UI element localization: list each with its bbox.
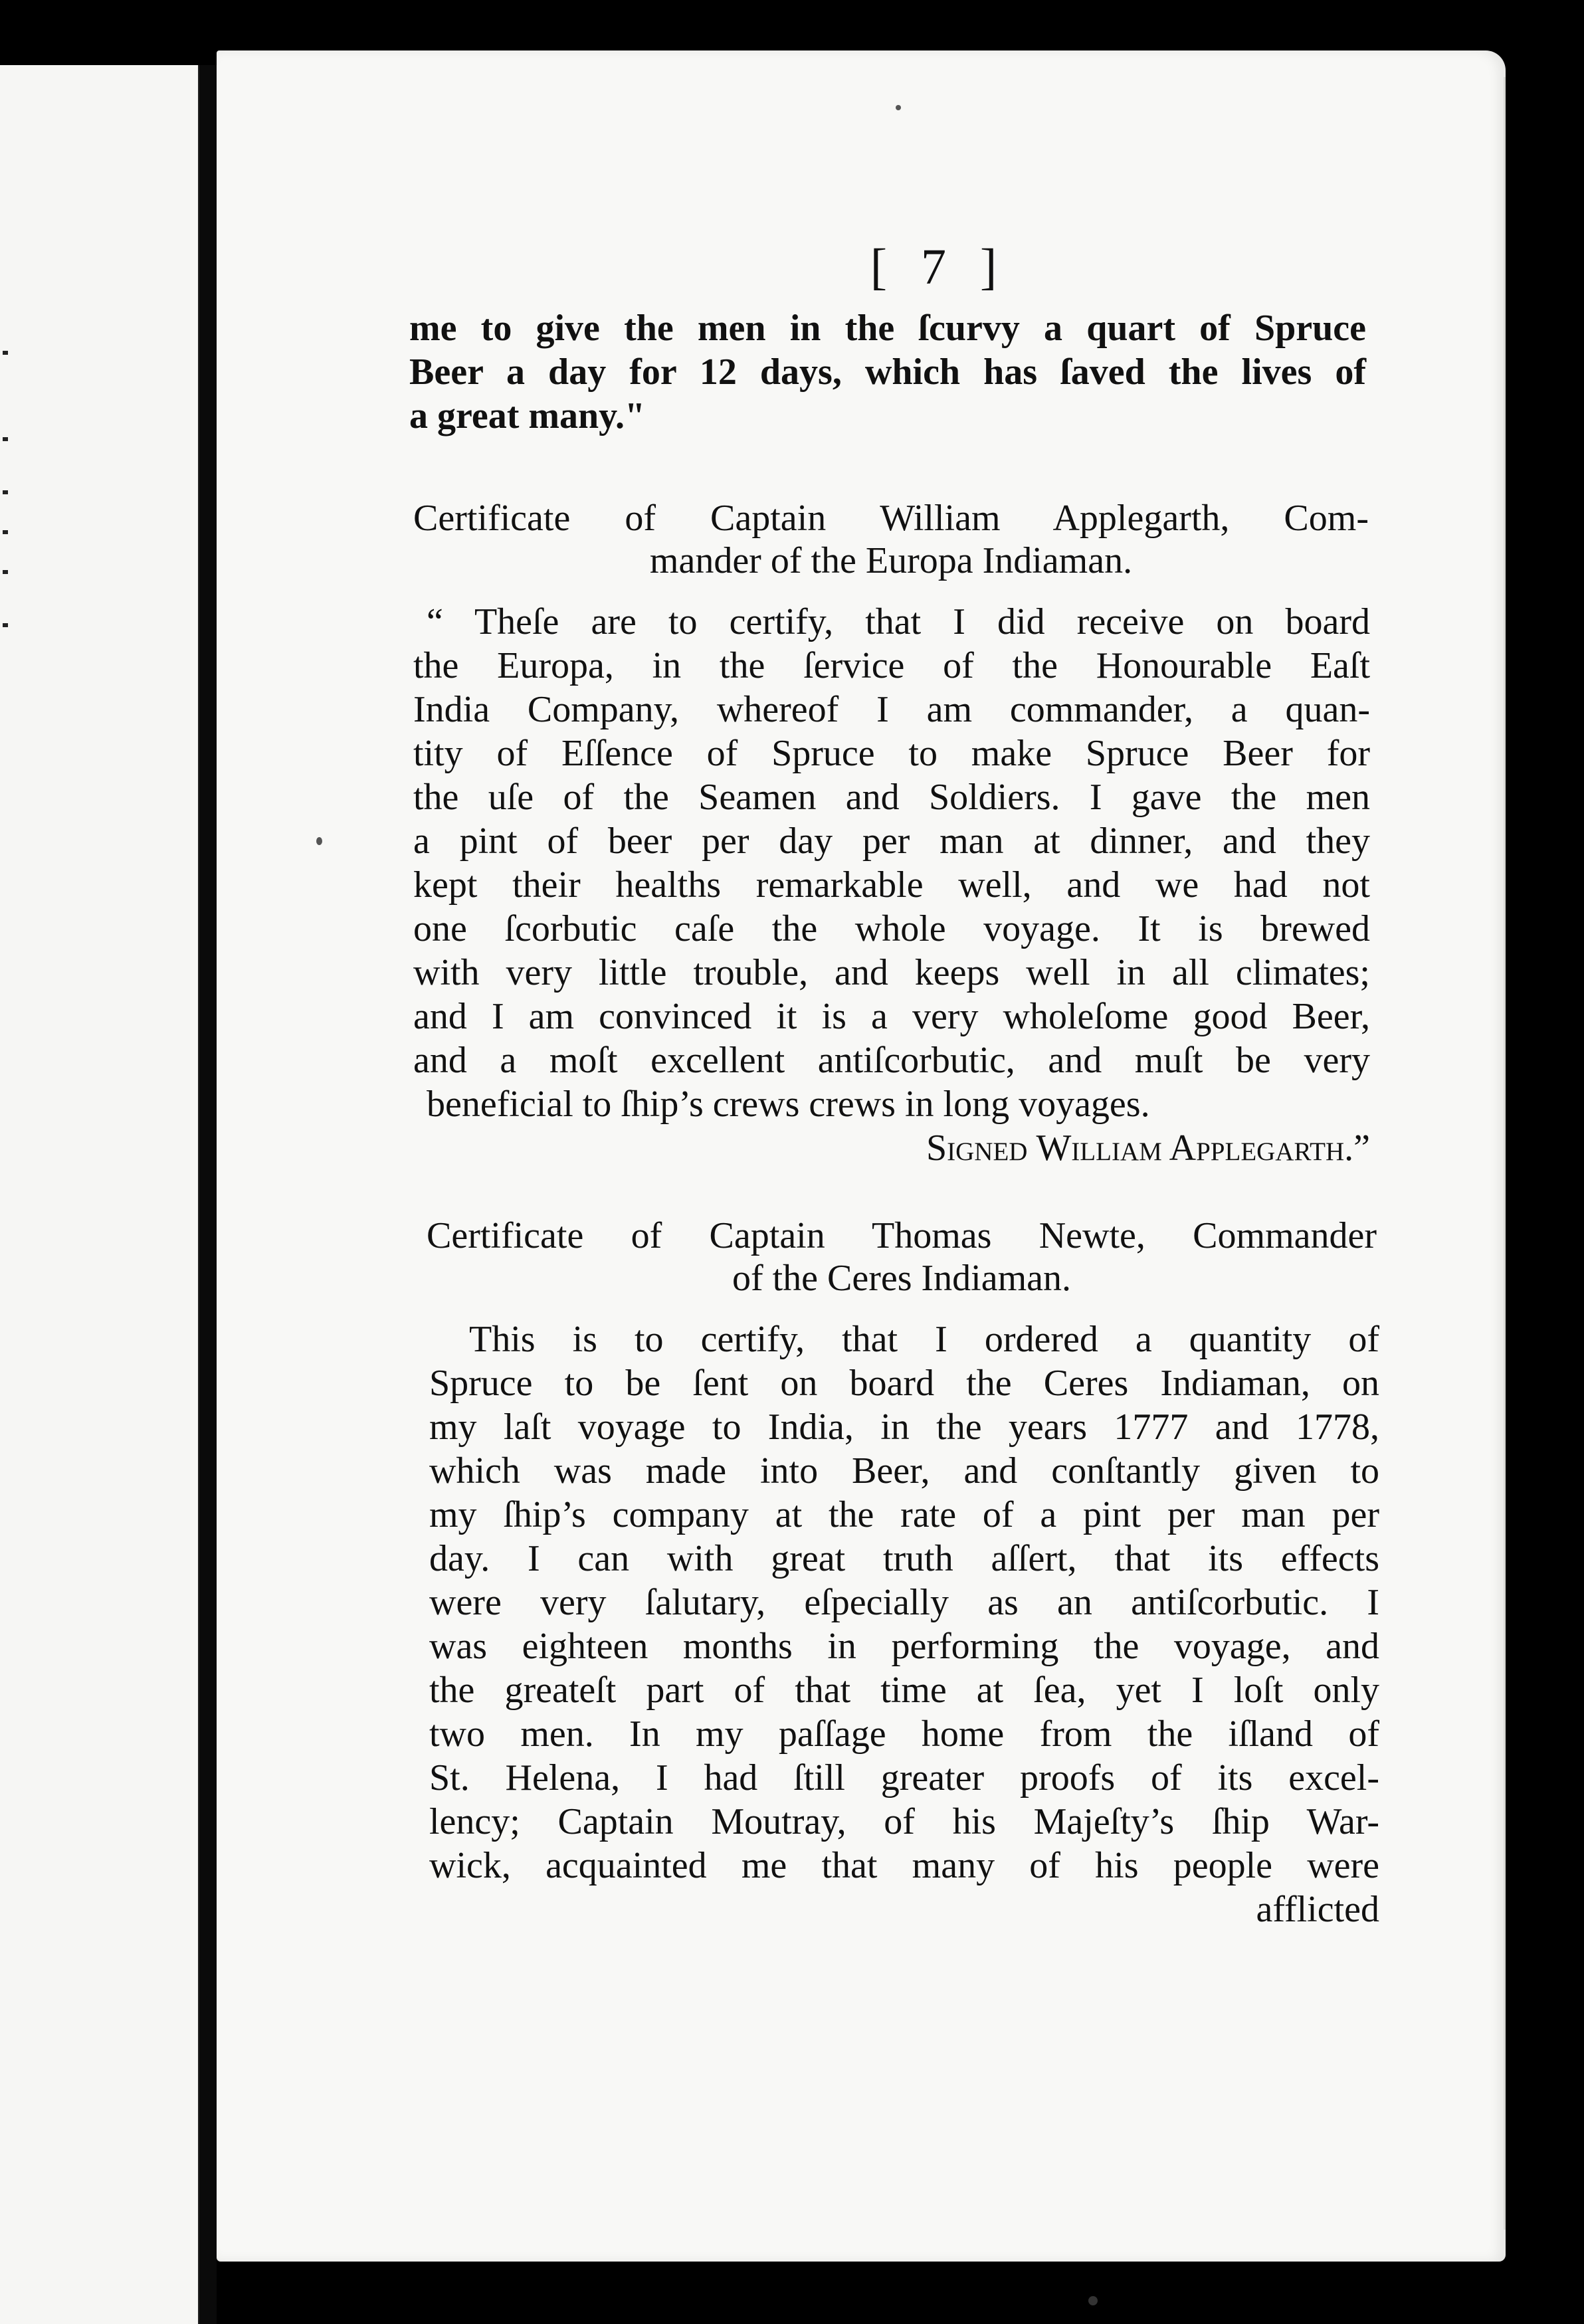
text-line: wick, acquainted me that many of his people were bbox=[429, 1845, 1379, 1886]
signature-line: Signed William Applegarth.” bbox=[926, 1127, 1370, 1169]
paper-speck bbox=[316, 837, 322, 845]
text-line: Beer a day for 12 days, which has ſaved the lives of bbox=[409, 351, 1366, 393]
certificate-heading: Certificate of Captain Thomas Newte, Commander bbox=[427, 1215, 1377, 1256]
text-line: kept their healths remarkable well, and we had not bbox=[413, 864, 1370, 906]
text-line: me to give the men in the ſcurvy a quart of Spruce bbox=[409, 308, 1366, 349]
catchword: afflicted bbox=[1256, 1889, 1379, 1930]
text-line: the Europa, in the ſervice of the Honourable Eaſt bbox=[413, 645, 1370, 686]
text-line: the greateſt part of that time at ſea, yet I loſt only bbox=[429, 1670, 1379, 1711]
text-line: “ Theſe are to certify, that I did receive on board bbox=[427, 601, 1370, 642]
text-line: one ſcorbutic caſe the whole voyage. It is brewed bbox=[413, 908, 1370, 949]
text-line: tity of Eſſence of Spruce to make Spruce Beer for bbox=[413, 733, 1370, 774]
paper-speck bbox=[896, 105, 901, 110]
book-gutter bbox=[199, 65, 217, 2324]
text-line: were very ſalutary, eſpecially as an antiſcorbutic. I bbox=[429, 1582, 1379, 1623]
left-page-mark bbox=[3, 437, 8, 441]
text-line: day. I can with great truth aſſert, that its effects bbox=[429, 1538, 1379, 1579]
text-line: a great many." bbox=[409, 395, 646, 436]
left-page-mark bbox=[3, 351, 8, 355]
text-line: and I am convinced it is a very wholeſome good Beer, bbox=[413, 996, 1370, 1037]
text-line: my ſhip’s company at the rate of a pint per man per bbox=[429, 1494, 1379, 1535]
text-line: with very little trouble, and keeps well in all climates; bbox=[413, 952, 1370, 993]
book-page bbox=[217, 50, 1506, 2262]
left-page-mark bbox=[3, 623, 8, 627]
left-page-mark bbox=[3, 530, 8, 534]
text-line: India Company, whereof I am commander, a quan- bbox=[413, 689, 1370, 730]
certificate-heading: mander of the Europa Indiaman. bbox=[649, 540, 1133, 581]
text-line: St. Helena, I had ſtill greater proofs of its excel- bbox=[429, 1757, 1379, 1798]
text-line: and a moſt excellent antiſcorbutic, and muſt be very bbox=[413, 1040, 1370, 1081]
text-line: two men. In my paſſage home from the iſland of bbox=[429, 1713, 1379, 1755]
text-line: This is to certify, that I ordered a quantity of bbox=[469, 1319, 1379, 1360]
text-line: the uſe of the Seamen and Soldiers. I gave the men bbox=[413, 777, 1370, 818]
text-line: a pint of beer per day per man at dinner, and they bbox=[413, 821, 1370, 862]
text-line: Spruce to be ſent on board the Ceres Indiaman, on bbox=[429, 1363, 1379, 1404]
text-line: lency; Captain Moutray, of his Majeſty’s ſhip War- bbox=[429, 1801, 1379, 1842]
text-line: was eighteen months in performing the voyage, and bbox=[429, 1626, 1379, 1667]
left-page-mark bbox=[3, 490, 8, 494]
paper-speck bbox=[1088, 2296, 1098, 2305]
left-page-mark bbox=[3, 570, 8, 574]
text-line: beneficial to ſhip’s crews crews in long voyages. bbox=[427, 1084, 1150, 1125]
text-line: which was made into Beer, and conſtantly given to bbox=[429, 1450, 1379, 1492]
facing-page bbox=[0, 65, 199, 2324]
certificate-heading: of the Ceres Indiaman. bbox=[732, 1258, 1072, 1299]
page-edge bbox=[1504, 77, 1506, 2230]
text-line: my laſt voyage to India, in the years 1777 and 1778, bbox=[429, 1406, 1379, 1448]
page-number: [ 7 ] bbox=[870, 239, 1008, 295]
certificate-heading: Certificate of Captain William Applegarth, Com- bbox=[413, 498, 1369, 539]
